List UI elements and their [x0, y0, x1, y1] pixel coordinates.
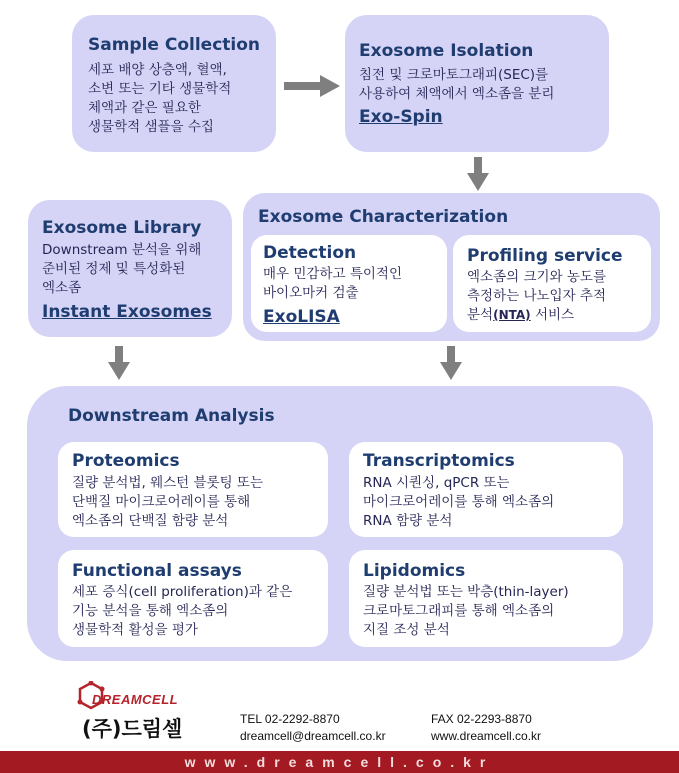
- exolisa-link[interactable]: ExoLISA: [263, 307, 340, 327]
- arrow-right-icon: [284, 75, 340, 97]
- footer-bar: [0, 751, 679, 773]
- detection-body: 매우 민감하고 특이적인 바이오마커 검출: [263, 266, 402, 301]
- arrow-down-icon: [108, 346, 130, 380]
- profiling-title: Profiling service: [467, 246, 623, 266]
- profiling-body-suffix: 서비스: [530, 307, 575, 323]
- profiling-body-line-2: 측정하는 나노입자 추적: [467, 288, 606, 304]
- exosome-library-body: Downstream 분석을 위해 준비된 정제 및 특성화된 엑소좀: [42, 242, 202, 296]
- downstream-analysis-title: Downstream Analysis: [68, 406, 275, 426]
- exosome-characterization-title: Exosome Characterization: [258, 207, 509, 227]
- sample-collection-title: Sample Collection: [88, 35, 261, 55]
- proteomics-title: Proteomics: [72, 451, 180, 471]
- transcriptomics-body: RNA 시퀀싱, qPCR 또는 마이크로어레이를 통해 엑소좀의 RNA 함량 분석: [363, 475, 555, 529]
- lipidomics-body: 질량 분석법 또는 박층(thin-layer) 크로마토그래피를 통해 엑소좀의 지질 조성 분석: [363, 584, 569, 638]
- proteomics-body: 질량 분석법, 웨스턴 블롯팅 또는 단백질 마이크로어레이를 통해 엑소좀의 단백질 함량 분석: [72, 475, 263, 529]
- exosome-isolation-body: 침전 및 크로마토그래피(SEC)를 사용하여 체액에서 엑소좀을 분리: [359, 67, 555, 102]
- lipidomics-title: Lipidomics: [363, 561, 466, 581]
- tel-text: TEL 02-2292-8870: [240, 712, 340, 726]
- footer-bar-url[interactable]: www.dreamcell.co.kr: [184, 754, 495, 770]
- transcriptomics-title: Transcriptomics: [363, 451, 515, 471]
- brand-name-ko: (주)드림셀: [82, 717, 183, 741]
- nta-highlight: (NTA): [493, 308, 531, 322]
- detection-title: Detection: [263, 243, 357, 263]
- profiling-body-prefix: 분석: [467, 307, 494, 323]
- sample-collection-body: 세포 배양 상층액, 혈액, 소변 또는 기타 생물학적 체액과 같은 필요한 생물학적 샘플을 수집: [88, 62, 232, 135]
- exosome-library-title: Exosome Library: [42, 218, 202, 238]
- website-text[interactable]: www.dreamcell.co.kr: [431, 729, 542, 743]
- arrow-down-icon: [440, 346, 462, 380]
- exo-spin-link[interactable]: Exo-Spin: [359, 107, 443, 127]
- functional-assays-title: Functional assays: [72, 561, 242, 581]
- brand-name-en: DREAMCELL: [92, 692, 179, 707]
- functional-assays-body: 세포 증식(cell proliferation)과 같은 기능 분석을 통해 엑소좀의 생물학적 활성을 평가: [72, 584, 293, 638]
- profiling-body-line-3: [467, 306, 574, 325]
- exosome-isolation-title: Exosome Isolation: [359, 41, 534, 61]
- profiling-body-line-1: 엑소좀의 크기와 농도를: [467, 269, 606, 285]
- email-text[interactable]: dreamcell@dreamcell.co.kr: [240, 729, 386, 743]
- fax-text: FAX 02-2293-8870: [431, 712, 532, 726]
- instant-exosomes-link[interactable]: Instant Exosomes: [42, 302, 212, 322]
- arrow-down-icon: [467, 157, 489, 191]
